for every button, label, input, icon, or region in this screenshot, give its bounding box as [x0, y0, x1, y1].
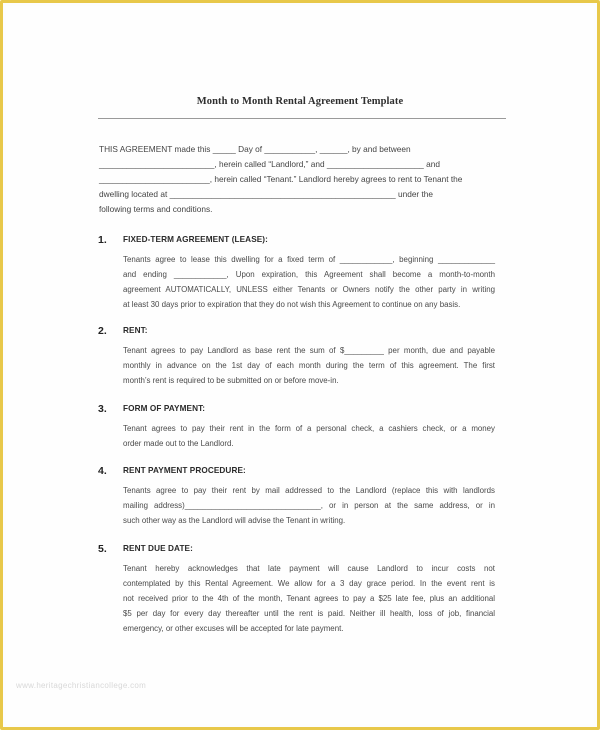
- section-heading: RENT PAYMENT PROCEDURE:: [123, 466, 246, 475]
- watermark-text: www.heritagechristiancollege.com: [16, 681, 147, 690]
- section-line: Tenants agree to pay their rent by mail addressed to the Landlord (replace this with landlords: [123, 486, 495, 495]
- intro-line: following terms and conditions.: [99, 204, 213, 214]
- section-number: 5.: [98, 543, 107, 555]
- section-line: such other way as the Landlord will advise the Tenant in writing.: [123, 516, 346, 525]
- section-number: 1.: [98, 234, 107, 246]
- section-line: month’s rent is required to be submitted on or before move-in.: [123, 376, 339, 385]
- section-body: [123, 561, 495, 636]
- section-line: at least 30 days prior to expiration that they do not wish this Agreement to continue on any basis.: [123, 300, 461, 309]
- section-line: $5 per day for every day thereafter until the rent is paid. Neither ill health, loss of job, financial: [123, 609, 495, 618]
- section-line: and ending ____________, Upon expiration, this Agreement shall become a month-to-month: [123, 270, 495, 279]
- document-title: Month to Month Rental Agreement Template: [196, 96, 404, 107]
- section-body: [123, 483, 495, 528]
- intro-line: _________________________, herein called “Landlord,” and _____________________ and: [99, 159, 440, 169]
- section-line: agreement AUTOMATICALLY, UNLESS either Tenants or Owners notify the other party in writing: [123, 285, 495, 294]
- intro-line: ________________________, herein called “Tenant.” Landlord hereby agrees to rent to Tenant the: [99, 174, 463, 184]
- section-line: monthly in advance on the 1st day of each month during the term of this agreement. The first: [123, 361, 495, 370]
- section-line: mailing address)_______________________________, or in person at the same address, or in: [123, 501, 495, 510]
- section-number: 4.: [98, 465, 107, 477]
- section-number: 2.: [98, 325, 107, 337]
- section-body: [123, 252, 495, 312]
- section-line: Tenant agrees to pay Landlord as base rent the sum of $_________ per month, due and payable: [123, 346, 495, 355]
- section-heading: FIXED-TERM AGREEMENT (LEASE):: [123, 235, 268, 244]
- section-body: [123, 421, 495, 451]
- intro-paragraph: [99, 142, 499, 217]
- section-heading: RENT:: [123, 326, 148, 335]
- section-line: Tenant agrees to pay their rent in the form of a personal check, a cashiers check, or a money: [123, 424, 495, 433]
- intro-line: dwelling located at _________________________________________________ under the: [99, 189, 434, 199]
- section-line: not received prior to the 4th of the month, Tenant agrees to pay a $25 late fee, plus an additional: [123, 594, 495, 603]
- section-body: [123, 343, 495, 388]
- section-line: emergency, or other excuses will be accepted for late payment.: [123, 624, 344, 633]
- section-line: Tenant hereby acknowledges that late payment will cause Landlord to incur costs not: [123, 564, 495, 573]
- section-line: contemplated by this Rental Agreement. We allow for a 3 day grace period. In the event rent is: [123, 579, 495, 588]
- section-number: 3.: [98, 403, 107, 415]
- title-divider: [98, 118, 506, 119]
- intro-line: THIS AGREEMENT made this _____ Day of ___________, ______, by and between: [99, 144, 411, 154]
- section-line: Tenants agree to lease this dwelling for a fixed term of ____________, beginning _____________: [123, 255, 495, 264]
- section-line: order made out to the Landlord.: [123, 439, 234, 448]
- section-heading: FORM OF PAYMENT:: [123, 404, 206, 413]
- section-heading: RENT DUE DATE:: [123, 544, 193, 553]
